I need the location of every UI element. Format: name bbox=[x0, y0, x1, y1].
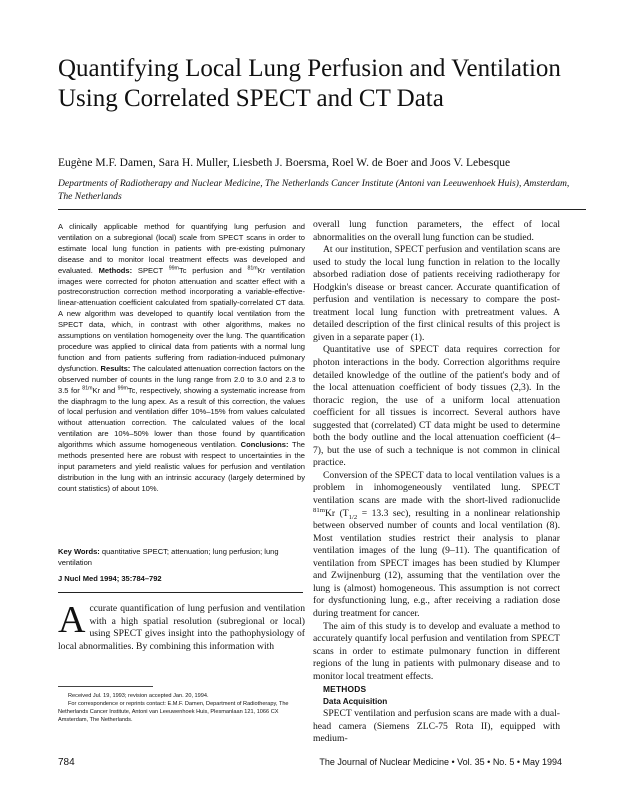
abstract bbox=[58, 222, 305, 495]
col2-paragraph-3: Quantitative use of SPECT data requires correction for photon interactions in the body. Correction algorithms require detailed knowledge of the outline of the patient's body and of the local attenuation coefficient of body tissues (2,3). In the thoracic region, the use of a uniform local attenuation coefficient for all tissues is incorrect. Several authors have suggested that (correlated) CT data might be used to determine both the body outline and the local attenuation coefficient (4–7), but the use of such a technique is not common in clinical practice. bbox=[313, 344, 560, 469]
running-head: The Journal of Nuclear Medicine • Vol. 35 • No. 5 • May 1994 bbox=[319, 757, 562, 767]
drop-cap: A bbox=[58, 599, 86, 641]
affiliation: Departments of Radiotherapy and Nuclear Medicine, The Netherlands Cancer Institute (Antoni van Leeuwenhoek Huis), Amsterdam, The Netherlands bbox=[58, 178, 570, 202]
methods-heading: METHODS bbox=[323, 684, 367, 695]
right-column bbox=[313, 219, 560, 746]
abstract-conclusions: The methods presented here are robust with respect to uncertainties in the input parameters and yield realistic values for perfusion and ventilation distribution in the lung with an intrinsic accuracy (largely determined by count statistics) of about 10%. bbox=[58, 440, 305, 493]
header-rule bbox=[58, 209, 586, 210]
data-acquisition-heading: Data Acquisition bbox=[323, 696, 388, 706]
footnote-received: Received Jul. 19, 1993; revision accepted Jan. 20, 1994. bbox=[68, 693, 209, 699]
article-title: Quantifying Local Lung Perfusion and Ventilation Using Correlated SPECT and CT Data bbox=[58, 55, 561, 112]
methods-label: Methods: bbox=[98, 265, 133, 275]
abstract-rule bbox=[58, 592, 303, 593]
footnote bbox=[58, 692, 305, 724]
conclusions-label: Conclusions: bbox=[240, 440, 289, 450]
col2-paragraph-1: overall lung function parameters, the effect of local abnormalities on the overall lung function can be studied. bbox=[313, 219, 560, 243]
col2-paragraph-5: The aim of this study is to develop and evaluate a method to accurately quantify local perfusion and ventilation from SPECT scans in order to estimate pulmonary function in different regions of the lung in patients with pulmonary disease and to monitor local treatment effects. bbox=[313, 620, 560, 682]
abstract-results: The calculated attenuation correction factors on the observed number of counts in the lung range from 2.0 to 3.0 and 2.3 to 3.5 for $^{81m}$Kr and $^{99m}$Tc, respectively, showing a systematic increase from the diaphragm to the lung apex. As a result of this correction, the values of local perfusion and ventilation differ 10%–15% from values calculated without attenuation correction. The calculated values of the local ventilation are 10%–50% lower than those found by quantification algorithms which assume homogeneous ventilation. bbox=[58, 363, 305, 450]
col2-paragraph-2: At our institution, SPECT perfusion and ventilation scans are used to study the local lung function in relation to the locally absorbed radiation dose of patients receiving radiotherapy for Hodgkin's disease or breast cancer. Accurate quantification of perfusion and ventilation is necessary to compare the post-treatment local lung function with pretreatment values. A detailed description of the first clinical results of this project is given in a separate paper (1). bbox=[313, 244, 560, 343]
keywords-label: Key Words: bbox=[58, 547, 100, 556]
col2-paragraph-4: Conversion of the SPECT data to local ventilation values is a problem in inhomogeneously ventilated lung. SPECT ventilation scans are made with the short-lived radionuclide $^{81m}$Kr ($T_{1/2} = 13.3$ sec), resulting in a nonlinear relationship between observed number of counts and local ventilation (8). Most ventilation studies restrict their analysis to planar ventilation images of the lung (9–11). The quantification of ventilation from SPECT images has been studied by Klumper and Zwijnenburg (12), assuming that the ventilation over the lung is (almost) homogeneous. This assumption is not correct for dysfunctioning lung, e.g., after receiving a radiation dose during treatment for cancer. bbox=[313, 469, 560, 619]
col2-paragraph-6: SPECT ventilation and perfusion scans are made with a dual-head camera (Siemens ZLC-75 Rota II), equipped with medium- bbox=[313, 708, 560, 745]
intro-paragraph bbox=[58, 599, 305, 653]
footnote-correspondence: For correspondence or reprints contact: E.M.F. Damen, Department of Radiotherapy, The Netherlands Cancer Institute, Antoni van Leeuwenhoek Huis, Plesmanlaan 121, 1066 CX Amsterdam, The Netherlands. bbox=[58, 701, 289, 723]
abstract-methods: SPECT $^{99m}$Tc perfusion and $^{81m}$Kr ventilation images were corrected for photon attenuation and scatter effect with a postreconstruction correction method incorporating a variable-effective-linear-attenuation coefficient calculated from spatially-correlated CT data. A new algorithm was developed to quantify local ventilation from the SPECT data, which, in contrast with other algorithms, makes no assumptions on ventilation homogeneity over the lung. The quantification procedure was applied to clinical data from patients with a normal lung function and from patients suffering from radiation-induced pulmonary dysfunction. bbox=[58, 265, 305, 373]
keywords bbox=[58, 547, 305, 569]
keywords-text: quantitative SPECT; attenuation; lung perfusion; lung ventilation bbox=[58, 547, 279, 567]
journal-citation: J Nucl Med 1994; 35:784–792 bbox=[58, 574, 162, 583]
abstract-intro: A clinically applicable method for quantifying lung perfusion and ventilation on a subregional (local) scale from SPECT scans in order to estimate local lung function in patients with pre-existing pulmonary disease and to monitor local treatment effects was developed and evaluated. bbox=[58, 222, 305, 275]
intro-text: ccurate quantification of lung perfusion and ventilation with a high spatial resolution (subregional or local) using SPECT gives insight into the pathophysiology of local abnormalities. By combining this information with bbox=[58, 603, 305, 652]
footnote-rule bbox=[58, 686, 153, 687]
author-list: Eugène M.F. Damen, Sara H. Muller, Liesbeth J. Boersma, Roel W. de Boer and Joos V. Lebesque bbox=[58, 157, 511, 169]
results-label: Results: bbox=[100, 363, 131, 373]
page-number: 784 bbox=[58, 757, 75, 768]
